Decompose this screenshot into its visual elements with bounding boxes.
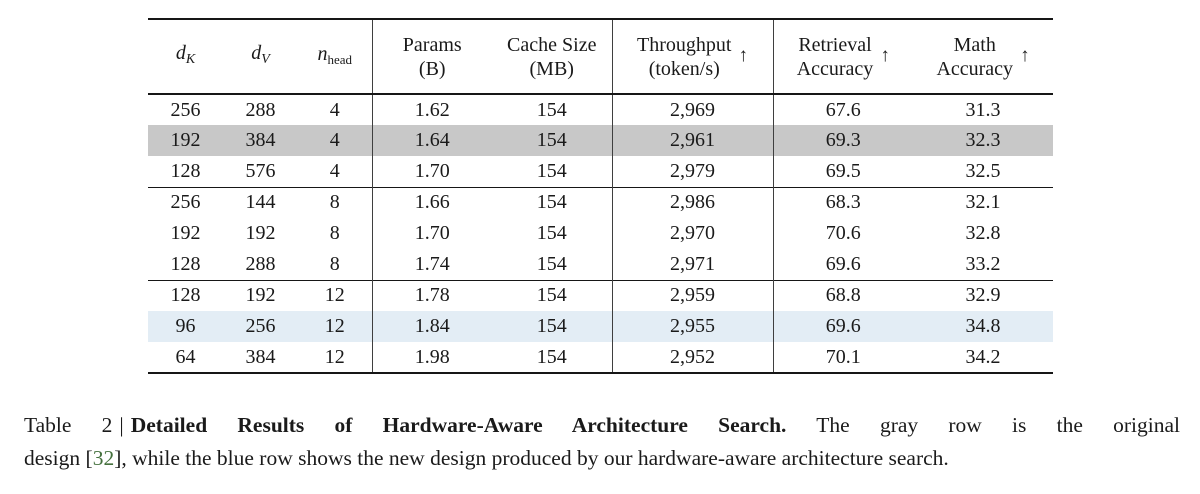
math-label-line2: Accuracy <box>936 57 1014 80</box>
cell-retrieval-accuracy: 69.6 <box>825 315 861 337</box>
cache-label-line1: Cache Size <box>507 33 597 56</box>
cell-math-accuracy: 31.3 <box>965 98 1001 121</box>
cell-math-accuracy: 32.9 <box>913 280 1053 311</box>
caption-separator: | <box>119 413 124 437</box>
cell-retrieval-accuracy: 70.1 <box>825 345 861 368</box>
table-row <box>148 218 1053 249</box>
table-row <box>148 156 1053 187</box>
throughput-label-line2: (token/s) <box>648 57 720 80</box>
cell-math-accuracy: 33.2 <box>965 252 1001 275</box>
table-caption <box>24 409 1180 475</box>
cell-cache-size: 154 <box>492 342 612 373</box>
cell-nhead: 8 <box>298 187 372 218</box>
col-header-params <box>372 19 492 94</box>
table-row <box>148 249 1053 280</box>
cell-params: 1.62 <box>414 98 450 121</box>
up-arrow-icon: ↑ <box>880 44 890 66</box>
citation-bracket: ] <box>114 446 122 470</box>
col-header-cache-size <box>492 19 612 94</box>
col-header-retrieval-accuracy <box>773 19 913 94</box>
math-label-line1: Math <box>953 33 996 56</box>
cell-cache-size: 154 <box>492 311 612 342</box>
cell-dk: 128 <box>170 252 201 275</box>
dk-symbol: d <box>175 42 186 64</box>
architecture-search-results-table <box>148 18 1053 374</box>
col-header-dk <box>148 19 223 94</box>
col-header-throughput <box>612 19 773 94</box>
retrieval-label-line1: Retrieval <box>798 33 872 56</box>
table-row <box>148 280 1053 311</box>
cell-dv: 576 <box>245 159 276 182</box>
citation-bracket: [ <box>85 446 93 470</box>
caption-line-1 <box>24 409 1180 442</box>
cell-cache-size: 154 <box>492 218 612 249</box>
cell-dk: 192 <box>170 129 201 151</box>
cell-params: 1.98 <box>414 345 450 368</box>
cell-params: 1.64 <box>414 129 450 151</box>
cell-nhead: 12 <box>298 311 372 342</box>
cell-math-accuracy: 32.1 <box>913 187 1053 218</box>
cell-dk: 256 <box>148 187 223 218</box>
caption-text: , while the blue row shows the new design produced by our hardware-aware architecture search. <box>121 446 949 470</box>
cell-math-accuracy: 32.5 <box>965 159 1001 182</box>
cell-throughput: 2,979 <box>612 156 773 187</box>
cell-dv: 192 <box>223 280 298 311</box>
header-row <box>148 19 1053 94</box>
cell-nhead: 8 <box>298 218 372 249</box>
caption-text: design <box>24 446 86 470</box>
cell-nhead: 4 <box>298 156 372 187</box>
cache-label-line2: (MB) <box>529 57 574 80</box>
nhead-subscript: head <box>327 51 353 67</box>
table-row-gray-original-design <box>148 125 1053 156</box>
up-arrow-icon: ↑ <box>738 44 748 66</box>
retrieval-label-line2: Accuracy <box>796 57 874 80</box>
table-row <box>148 342 1053 373</box>
cell-params: 1.84 <box>414 315 450 337</box>
cell-retrieval-accuracy: 70.6 <box>825 222 861 244</box>
cell-throughput: 2,961 <box>612 125 773 156</box>
col-header-math-accuracy <box>913 19 1053 94</box>
citation-32-link[interactable]: 32 <box>92 446 115 470</box>
cell-throughput: 2,955 <box>612 311 773 342</box>
cell-math-accuracy: 34.2 <box>965 345 1001 368</box>
cell-throughput: 2,971 <box>612 249 773 280</box>
caption-table-label: Table 2 <box>24 413 113 437</box>
cell-cache-size: 154 <box>492 280 612 311</box>
cell-cache-size: 154 <box>492 94 612 125</box>
params-label-line1: Params <box>402 33 462 56</box>
cell-retrieval-accuracy: 67.6 <box>825 98 861 121</box>
cell-throughput: 2,952 <box>612 342 773 373</box>
cell-nhead: 8 <box>298 249 372 280</box>
cell-nhead: 12 <box>298 342 372 373</box>
params-label-line2: (B) <box>418 57 446 80</box>
cell-retrieval-accuracy: 69.5 <box>825 159 861 182</box>
cell-nhead: 4 <box>298 94 372 125</box>
dv-symbol: d <box>251 42 262 64</box>
table-row-blue-new-design <box>148 311 1053 342</box>
dv-subscript: V <box>261 52 270 67</box>
col-header-dv <box>223 19 298 94</box>
cell-throughput: 2,986 <box>612 187 773 218</box>
cell-retrieval-accuracy: 68.8 <box>773 280 913 311</box>
cell-dv: 192 <box>245 222 276 244</box>
cell-math-accuracy: 34.8 <box>965 315 1001 337</box>
cell-nhead: 12 <box>298 280 372 311</box>
cell-dv: 288 <box>245 98 276 121</box>
caption-text: The gray row is the original <box>816 413 1180 437</box>
cell-nhead: 4 <box>298 125 372 156</box>
cell-cache-size: 154 <box>492 156 612 187</box>
cell-dv: 144 <box>223 187 298 218</box>
cell-throughput: 2,970 <box>612 218 773 249</box>
cell-dk: 64 <box>175 345 196 368</box>
cell-retrieval-accuracy: 69.6 <box>825 252 861 275</box>
cell-dv: 288 <box>245 252 276 275</box>
cell-params: 1.70 <box>414 159 450 182</box>
dk-subscript: K <box>185 52 196 67</box>
caption-line-2 <box>24 442 1180 475</box>
col-header-nhead <box>298 19 372 94</box>
cell-cache-size: 154 <box>492 125 612 156</box>
cell-dv: 384 <box>245 345 276 368</box>
cell-throughput: 2,969 <box>612 94 773 125</box>
cell-dv: 256 <box>245 315 276 337</box>
cell-dk: 256 <box>170 98 201 121</box>
cell-params: 1.78 <box>372 280 492 311</box>
cell-math-accuracy: 32.3 <box>965 129 1001 151</box>
cell-params: 1.74 <box>414 252 450 275</box>
table-row <box>148 94 1053 125</box>
table-row <box>148 187 1053 218</box>
cell-dk: 192 <box>170 222 201 244</box>
cell-dv: 384 <box>245 129 276 151</box>
cell-cache-size: 154 <box>492 187 612 218</box>
cell-dk: 128 <box>148 280 223 311</box>
throughput-label-line1: Throughput <box>637 33 732 56</box>
nhead-symbol: n <box>317 42 328 65</box>
cell-throughput: 2,959 <box>612 280 773 311</box>
cell-dk: 128 <box>170 159 201 182</box>
cell-retrieval-accuracy: 68.3 <box>773 187 913 218</box>
caption-title-bold: Detailed Results of Hardware-Aware Architecture Search. <box>130 413 787 437</box>
cell-cache-size: 154 <box>492 249 612 280</box>
cell-params: 1.70 <box>414 222 450 244</box>
up-arrow-icon: ↑ <box>1020 44 1030 66</box>
cell-retrieval-accuracy: 69.3 <box>825 129 861 151</box>
cell-math-accuracy: 32.8 <box>965 222 1001 244</box>
cell-params: 1.66 <box>372 187 492 218</box>
cell-dk: 96 <box>175 315 196 337</box>
